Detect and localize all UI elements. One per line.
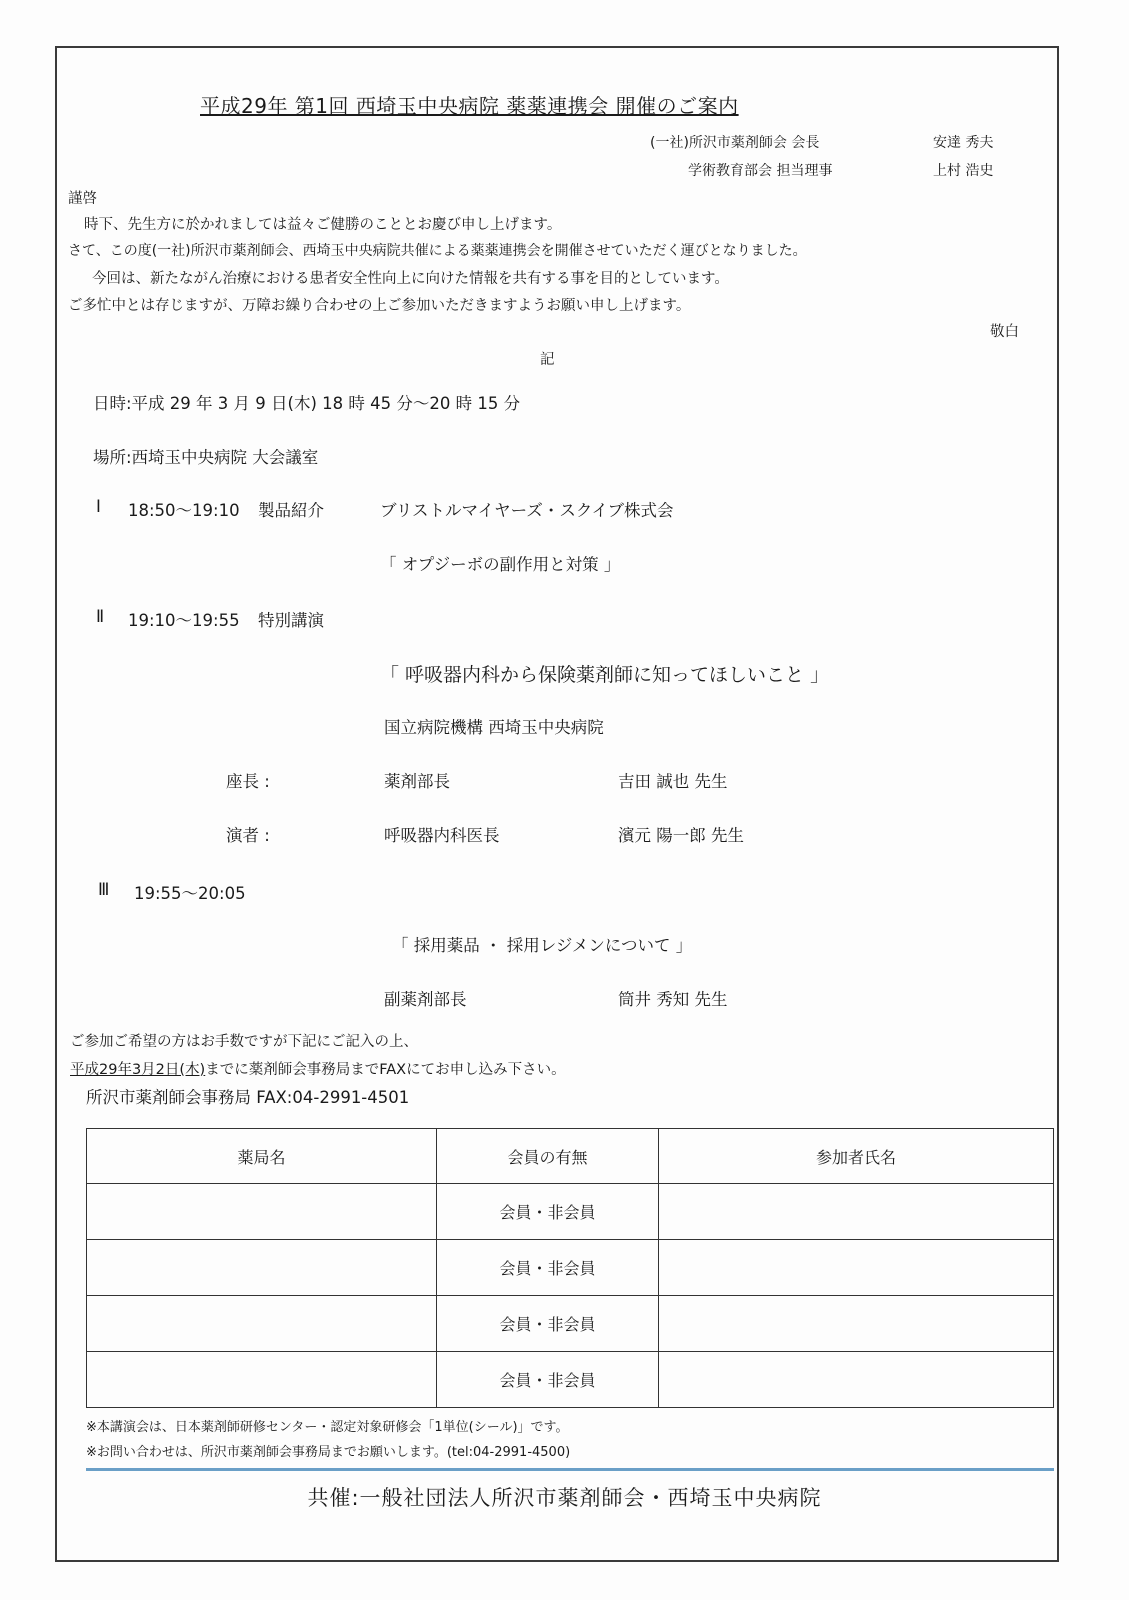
registration-table [86, 1128, 1054, 1408]
membership-cell[interactable]: 会員・非会員 [437, 1240, 659, 1296]
ki-heading: 記 [540, 352, 555, 368]
pharmacy-name-cell[interactable] [87, 1296, 437, 1352]
salutation: 謹啓 [68, 191, 97, 207]
membership-cell[interactable]: 会員・非会員 [437, 1352, 659, 1408]
section-1-company: ブリストルマイヤーズ・スクイブ株式会 [380, 501, 674, 520]
note-contact: ※お問い合わせは、所沢市薬剤師会事務局までお願いします。(tel:04-2991-4500) [86, 1445, 571, 1460]
section-2-label: 特別講演 [258, 611, 324, 630]
page-title: 平成29年 第1回 西埼玉中央病院 薬薬連携会 開催のご案内 [200, 94, 739, 118]
chair-role: 薬剤部長 [384, 772, 450, 791]
paragraph-2: さて、この度(一社)所沢市薬剤師会、西埼玉中央病院共催による薬薬連携会を開催させていただく運びとなりました。 [68, 243, 807, 259]
paragraph-1: 時下、先生方に於かれましては益々ご健勝のこととお慶び申し上げます。 [84, 217, 562, 233]
event-place: 場所:西埼玉中央病院 大会議室 [93, 448, 319, 467]
pharmacy-name-cell[interactable] [87, 1352, 437, 1408]
paragraph-4: ご多忙中とは存じますが、万障お繰り合わせの上ご参加いただきますようお願い申し上げます。 [68, 298, 691, 314]
speaker-name: 濱元 陽一郎 先生 [618, 826, 744, 845]
section-3-role: 副薬剤部長 [384, 990, 467, 1009]
fax-number: 所沢市薬剤師会事務局 FAX:04-2991-4501 [86, 1088, 410, 1107]
paragraph-3: 今回は、新たながん治療における患者安全性向上に向けた情報を共有する事を目的としています。 [92, 271, 729, 287]
speaker-label: 演者 : [226, 826, 270, 845]
table-header-row [87, 1129, 1054, 1184]
closing: 敬白 [990, 324, 1019, 340]
section-3-topic: 「 採用薬品 ・ 採用レジメンについて 」 [392, 936, 693, 955]
event-datetime: 日時:平成 29 年 3 月 9 日(木) 18 時 45 分〜20 時 15 分 [93, 394, 521, 413]
header-participant-name: 参加者氏名 [659, 1129, 1054, 1184]
table-row [87, 1296, 1054, 1352]
apply-deadline-line [70, 1058, 566, 1079]
table-row [87, 1352, 1054, 1408]
signature-org-1: (一社)所沢市薬剤師会 会長 [650, 135, 820, 151]
chair-label: 座長 : [226, 772, 270, 791]
chair-name: 吉田 誠也 先生 [618, 772, 728, 791]
speaker-role: 呼吸器内科医長 [384, 826, 500, 845]
section-2-topic: 「 呼吸器内科から保険薬剤師に知ってほしいこと 」 [380, 664, 830, 686]
apply-rest: までに薬剤師会事務局までFAXにてお申し込み下さい。 [205, 1062, 566, 1078]
participant-name-cell[interactable] [659, 1296, 1054, 1352]
signature-org-2: 学術教育部会 担当理事 [688, 163, 833, 179]
section-1-number: Ⅰ [96, 497, 101, 516]
section-3-time: 19:55〜20:05 [134, 884, 246, 903]
section-1-time: 18:50〜19:10 [128, 501, 240, 520]
pharmacy-name-cell[interactable] [87, 1184, 437, 1240]
table-row [87, 1184, 1054, 1240]
table-row [87, 1240, 1054, 1296]
signature-name-2: 上村 浩史 [933, 163, 994, 179]
note-credit: ※本講演会は、日本薬剤師研修センター・認定対象研修会「1単位(シール)」です。 [86, 1420, 569, 1435]
section-3-name: 筒井 秀知 先生 [618, 990, 728, 1009]
membership-cell[interactable]: 会員・非会員 [437, 1296, 659, 1352]
section-2-number: Ⅱ [96, 607, 105, 626]
participant-name-cell[interactable] [659, 1240, 1054, 1296]
header-pharmacy-name: 薬局名 [87, 1129, 437, 1184]
section-3-number: Ⅲ [98, 880, 110, 899]
apply-deadline: 平成29年3月2日(木) [70, 1062, 206, 1078]
participant-name-cell[interactable] [659, 1352, 1054, 1408]
header-membership: 会員の有無 [437, 1129, 659, 1184]
apply-instruction: ご参加ご希望の方はお手数ですが下記にご記入の上、 [70, 1034, 418, 1050]
footer-divider [86, 1468, 1054, 1471]
signature-name-1: 安達 秀夫 [933, 135, 994, 151]
section-1-topic: 「 オプジーボの副作用と対策 」 [380, 555, 621, 574]
section-2-institution: 国立病院機構 西埼玉中央病院 [384, 718, 604, 737]
cohost-line: 共催:一般社団法人所沢市薬剤師会・西埼玉中央病院 [307, 1486, 822, 1510]
pharmacy-name-cell[interactable] [87, 1240, 437, 1296]
section-1-label: 製品紹介 [258, 501, 324, 520]
participant-name-cell[interactable] [659, 1184, 1054, 1240]
section-2-time: 19:10〜19:55 [128, 611, 240, 630]
membership-cell[interactable]: 会員・非会員 [437, 1184, 659, 1240]
